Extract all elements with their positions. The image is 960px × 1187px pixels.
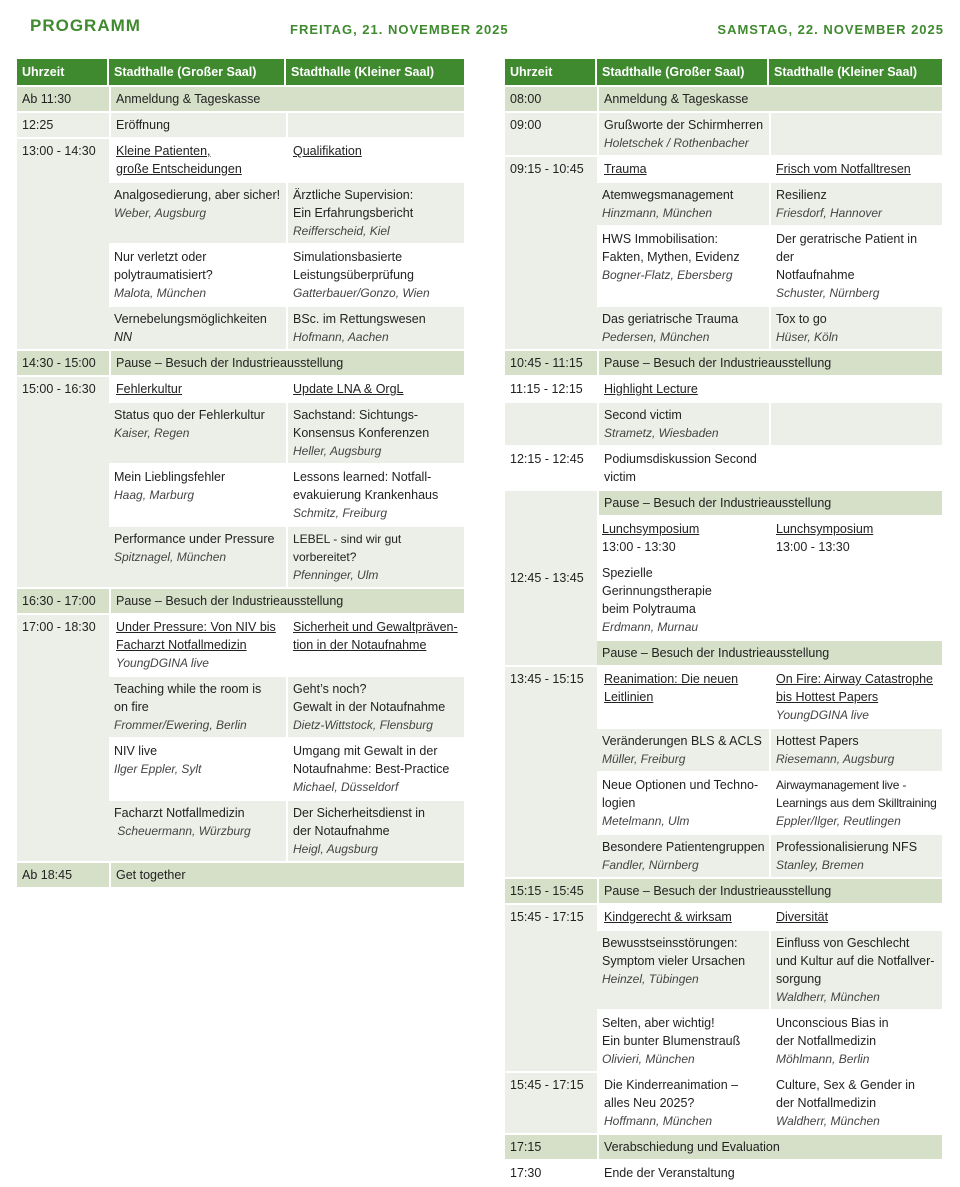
talk-cell [597, 561, 769, 639]
talk-title: Second victim [604, 408, 682, 422]
talk-cell [769, 729, 942, 771]
speaker: Hofmann, Aachen [293, 330, 389, 344]
talk-cell [109, 307, 286, 349]
talk-title: Die Kinderreanimation – alles Neu 2025? [604, 1078, 739, 1110]
table-row [505, 403, 942, 445]
session-block-subtitle: YoungDGINA live [116, 656, 209, 670]
talk-title: Analgosedierung, aber sicher! [114, 188, 281, 202]
empty-cell [769, 113, 942, 155]
speaker: Dietz-Wittstock, Flensburg [293, 718, 433, 732]
speaker: NN [114, 330, 133, 344]
talk-title: NIV live [114, 744, 158, 758]
talk-title: Mein Lieblingsfehler [114, 470, 226, 484]
table-row [17, 113, 464, 137]
empty-cell [769, 447, 942, 489]
session-block-head [769, 157, 942, 181]
speaker: Frommer/Ewering, Berlin [114, 718, 247, 732]
talk-cell [597, 1073, 769, 1133]
time-cell: Ab 18:45 [17, 863, 109, 887]
session-block-head [597, 905, 769, 929]
talk-cell [109, 739, 286, 799]
talk-cell [286, 465, 464, 525]
talk-title: Status quo der Fehlerkultur [114, 408, 265, 422]
speaker: Heigl, Augsburg [293, 842, 378, 856]
talk-cell [597, 1011, 769, 1071]
table-row [505, 351, 942, 375]
talk-title: Besondere Patientengruppen [602, 840, 765, 854]
talk-title: Simulationsbasierte Leistungsüberprüfung [293, 250, 414, 282]
speaker: Hoffmann, München [604, 1114, 713, 1128]
session-block-title: Kindgerecht & wirksam [604, 910, 732, 924]
speaker: Friesdorf, Hannover [776, 206, 883, 220]
talk-cell [769, 773, 942, 833]
time-cell: 15:00 - 16:30 [17, 377, 109, 587]
time-cell: 08:00 [505, 87, 597, 111]
talk-cell [597, 307, 769, 349]
talk-cell [286, 307, 464, 349]
talk-cell [286, 801, 464, 861]
session-block-title: Qualifikation [293, 144, 362, 158]
speaker: Erdmann, Murnau [602, 620, 699, 634]
session-block-title: Lunchsymposium [776, 522, 874, 536]
table-row [17, 87, 464, 111]
table-row [505, 113, 942, 155]
time-cell: 15:45 - 17:15 [505, 905, 597, 1071]
time-cell: 14:30 - 15:00 [17, 351, 109, 375]
talk-cell [597, 729, 769, 771]
speaker: Pfenninger, Ulm [293, 568, 379, 582]
talk-title: HWS Immobilisation: Fakten, Mythen, Evidenz [602, 232, 740, 264]
session-block-title: Sicherheit und Gewaltpräven- tion in der Notaufnahme [293, 620, 458, 652]
empty-cell [505, 403, 597, 445]
speaker: Schmitz, Freiburg [293, 506, 388, 520]
talk-title: LEBEL - sind wir gut vorbereitet? [293, 532, 402, 564]
pause-cell: Pause – Besuch der Industrieausstellung [597, 879, 942, 903]
table-row [505, 1161, 942, 1185]
session-cell: Get together [109, 863, 464, 887]
table-row [505, 879, 942, 903]
talk-title: Spezielle Gerinnungstherapie beim Polytrauma [602, 566, 712, 616]
talk-cell [109, 403, 286, 463]
friday-date-heading: FREITAG, 21. NOVEMBER 2025 [290, 22, 509, 37]
session-block-head [597, 377, 769, 401]
table-row [505, 1135, 942, 1159]
time-cell: 17:15 [505, 1135, 597, 1159]
talk-cell [597, 447, 769, 489]
talk-cell [286, 245, 464, 305]
session-time: 13:00 - 13:30 [602, 540, 676, 554]
time-cell: 15:15 - 15:45 [505, 879, 597, 903]
empty-cell [286, 113, 464, 137]
talk-cell [286, 739, 464, 799]
table-row [505, 491, 942, 515]
talk-title: Nur verletzt oder polytraumatisiert? [114, 250, 213, 282]
speaker: Holetschek / Rothenbacher [604, 136, 749, 150]
pause-cell: Pause – Besuch der Industrieausstellung [597, 641, 942, 665]
speaker: Hüser, Köln [776, 330, 839, 344]
speaker: Hinzmann, München [602, 206, 713, 220]
talk-cell [597, 835, 769, 877]
time-cell: 17:30 [510, 1166, 542, 1180]
session-block-head [286, 377, 464, 401]
empty-cell [769, 377, 942, 401]
pause-cell: Pause – Besuch der Industrieausstellung [109, 351, 464, 375]
column-header-gross: Stadthalle (Großer Saal) [597, 59, 769, 85]
talk-title: Veränderungen BLS & ACLS [602, 734, 762, 748]
session-block-title: Update LNA & OrgL [293, 382, 404, 396]
speaker: Waldherr, München [776, 990, 880, 1004]
talk-cell [286, 403, 464, 463]
time-cell: 10:45 - 11:15 [505, 351, 597, 375]
pause-cell: Pause – Besuch der Industrieausstellung [109, 589, 464, 613]
talk-title: Der geratrische Patient in der Notfaufnahme [776, 232, 918, 282]
column-header-klein: Stadthalle (Kleiner Saal) [286, 59, 464, 85]
speaker: Strametz, Wiesbaden [604, 426, 719, 440]
speaker: Weber, Augsburg [114, 206, 207, 220]
session-block-title: On Fire: Airway Catastrophe bis Hottest Papers [776, 672, 934, 704]
time-cell: 13:00 - 14:30 [17, 139, 109, 349]
talk-cell [769, 835, 942, 877]
speaker: Eppler/Ilger, Reutlingen [776, 814, 901, 828]
talk-title: BSc. im Rettungswesen [293, 312, 426, 326]
time-cell: 16:30 - 17:00 [17, 589, 109, 613]
speaker: Müller, Freiburg [602, 752, 686, 766]
table-row [505, 87, 942, 111]
session-block-head [769, 667, 942, 727]
talk-cell [597, 227, 769, 305]
talk-title: Vernebelungsmöglichkeiten [114, 312, 267, 326]
speaker: Waldherr, München [776, 1114, 880, 1128]
talk-title: Airwaymanagement live - Learnings aus dem Skilltraining [776, 778, 937, 810]
talk-title: Culture, Sex & Gender in der Notfallmedizin [776, 1078, 915, 1110]
table-row [17, 139, 464, 181]
talk-title: Facharzt Notfallmedizin [114, 806, 245, 820]
table-header-row [17, 59, 464, 85]
talk-cell [109, 801, 286, 861]
talk-title: Tox to go [776, 312, 827, 326]
table-header-row [505, 59, 942, 85]
session-block-head [597, 517, 769, 559]
session-block-title: Trauma [604, 162, 647, 176]
talk-cell [597, 773, 769, 833]
talk-title: Teaching while the room is on fire [114, 682, 262, 714]
talk-cell [769, 1073, 942, 1133]
friday-schedule-table [17, 57, 464, 889]
table-row [17, 615, 464, 675]
talk-cell [109, 183, 286, 243]
speaker: Haag, Marburg [114, 488, 195, 502]
table-row [505, 157, 942, 181]
speaker: Heinzel, Tübingen [602, 972, 699, 986]
talk-title: Umgang mit Gewalt in der Notaufnahme: Best-Practice [293, 744, 450, 776]
time-cell: 13:45 - 15:15 [505, 667, 597, 877]
talk-cell [286, 677, 464, 737]
speaker: Scheuermann, Würzburg [114, 824, 251, 838]
time-cell: Ab 11:30 [17, 87, 109, 111]
talk-title: Neue Optionen und Techno- logien [602, 778, 759, 810]
session-block-title: Lunchsymposium [602, 522, 700, 536]
session-block-title: Diversität [776, 910, 829, 924]
session-block-title: Highlight Lecture [604, 382, 698, 396]
speaker: Fandler, Nürnberg [602, 858, 699, 872]
talk-title: Performance under Pressure [114, 532, 275, 546]
speaker: Schuster, Nürnberg [776, 286, 880, 300]
table-row [505, 905, 942, 929]
program-title: PROGRAMM [30, 16, 141, 35]
speaker: Gatterbauer/Gonzo, Wien [293, 286, 430, 300]
talk-cell [109, 465, 286, 525]
talk-title: Sachstand: Sichtungs- Konsensus Konferenzen [293, 408, 430, 440]
table-row [505, 667, 942, 727]
empty-cell [769, 403, 942, 445]
session-block-head [286, 139, 464, 181]
session-block-head [286, 615, 464, 675]
session-block-title: Kleine Patienten, große Entscheidungen [116, 144, 242, 176]
talk-title: Resilienz [776, 188, 827, 202]
session-block-head [109, 139, 286, 181]
speaker: Bogner-Flatz, Ebersberg [602, 268, 733, 282]
talk-cell [109, 245, 286, 305]
saturday-date-heading: SAMSTAG, 22. NOVEMBER 2025 [717, 22, 944, 37]
speaker: Stanley, Bremen [776, 858, 864, 872]
column-header-klein: Stadthalle (Kleiner Saal) [769, 59, 942, 85]
talk-title: Geht’s noch? Gewalt in der Notaufnahme [293, 682, 446, 714]
speaker: Heller, Augsburg [293, 444, 382, 458]
talk-title: Selten, aber wichtig! Ein bunter Blumenstrauß [602, 1016, 741, 1048]
speaker: Kaiser, Regen [114, 426, 190, 440]
speaker: Michael, Düsseldorf [293, 780, 399, 794]
time-cell: 12:45 - 13:45 [505, 491, 597, 665]
talk-title: Hottest Papers [776, 734, 859, 748]
session-cell: Ende der Veranstaltung [597, 1161, 942, 1185]
talk-cell [597, 113, 769, 155]
session-block-head [597, 667, 769, 727]
column-header-time: Uhrzeit [17, 59, 109, 85]
talk-title: Lessons learned: Notfall- evakuierung Krankenhaus [293, 470, 439, 502]
session-block-title: Fehlerkultur [116, 382, 182, 396]
talk-title: Atemwegsmanagement [602, 188, 734, 202]
talk-cell [769, 307, 942, 349]
talk-title: Einfluss von Geschlecht und Kultur auf die Notfallver- sorgung [776, 936, 935, 986]
pause-cell: Pause – Besuch der Industrieausstellung [597, 491, 942, 515]
time-cell: 11:15 - 12:15 [510, 382, 583, 396]
speaker: Möhlmann, Berlin [776, 1052, 870, 1066]
talk-cell [769, 931, 942, 1009]
speaker: Pedersen, München [602, 330, 710, 344]
time-cell: 12:25 [17, 113, 109, 137]
talk-cell [597, 403, 769, 445]
session-block-title: Under Pressure: Von NIV bis Facharzt Notfallmedizin [116, 620, 276, 652]
talk-title: Der Sicherheitsdienst in der Notaufnahme [293, 806, 426, 838]
talk-cell [597, 931, 769, 1009]
table-row [17, 377, 464, 401]
speaker: Malota, München [114, 286, 207, 300]
talk-title: Unconscious Bias in der Notfallmedizin [776, 1016, 889, 1048]
empty-cell [769, 561, 942, 639]
session-cell: Verabschiedung und Evaluation [597, 1135, 942, 1159]
talk-cell [286, 527, 464, 587]
table-row [505, 1073, 942, 1133]
session-cell: Anmeldung & Tageskasse [109, 87, 464, 111]
talk-title: Ärztliche Supervision: Ein Erfahrungsbericht [293, 188, 414, 220]
talk-cell [109, 677, 286, 737]
session-cell: Anmeldung & Tageskasse [597, 87, 942, 111]
session-block-head [769, 905, 942, 929]
speaker: Reifferscheid, Kiel [293, 224, 390, 238]
column-header-time: Uhrzeit [505, 59, 597, 85]
session-block-head [109, 615, 286, 675]
talk-title: Professionalisierung NFS [776, 840, 918, 854]
session-block-title: Reanimation: Die neuen Leitlinien [604, 672, 739, 704]
table-row [505, 447, 942, 489]
speaker: Ilger Eppler, Sylt [114, 762, 202, 776]
talk-cell [769, 227, 942, 305]
session-block-head [597, 157, 769, 181]
time-cell: 12:15 - 12:45 [510, 452, 584, 466]
table-row [17, 351, 464, 375]
talk-cell [109, 527, 286, 587]
session-block-head [109, 377, 286, 401]
session-block-title: Frisch vom Notfalltresen [776, 162, 911, 176]
pause-cell: Pause – Besuch der Industrieausstellung [597, 351, 942, 375]
talk-cell [769, 183, 942, 225]
talk-title: Das geriatrische Trauma [602, 312, 739, 326]
talk-cell [597, 183, 769, 225]
table-row [17, 863, 464, 887]
speaker: Riesemann, Augsburg [776, 752, 895, 766]
time-cell: 09:00 [505, 113, 597, 155]
table-row [17, 589, 464, 613]
talk-cell [286, 183, 464, 243]
session-block-head [769, 517, 942, 559]
session-block-subtitle: YoungDGINA live [776, 708, 869, 722]
speaker: Spitznagel, München [114, 550, 227, 564]
talk-title: Podiumsdiskussion Second victim [604, 452, 757, 484]
speaker: Metelmann, Ulm [602, 814, 690, 828]
speaker: Olivieri, München [602, 1052, 695, 1066]
talk-cell [769, 1011, 942, 1071]
time-cell: 15:45 - 17:15 [505, 1073, 597, 1133]
saturday-schedule-table [505, 57, 942, 1187]
talk-title: Grußworte der Schirmherren [604, 118, 764, 132]
session-time: 13:00 - 13:30 [776, 540, 850, 554]
table-row [505, 377, 942, 401]
time-cell: 09:15 - 10:45 [505, 157, 597, 349]
talk-title: Bewusstseinsstörungen: Symptom vieler Ursachen [602, 936, 746, 968]
column-header-gross: Stadthalle (Großer Saal) [109, 59, 286, 85]
time-cell: 17:00 - 18:30 [17, 615, 109, 861]
session-cell: Eröffnung [109, 113, 286, 137]
